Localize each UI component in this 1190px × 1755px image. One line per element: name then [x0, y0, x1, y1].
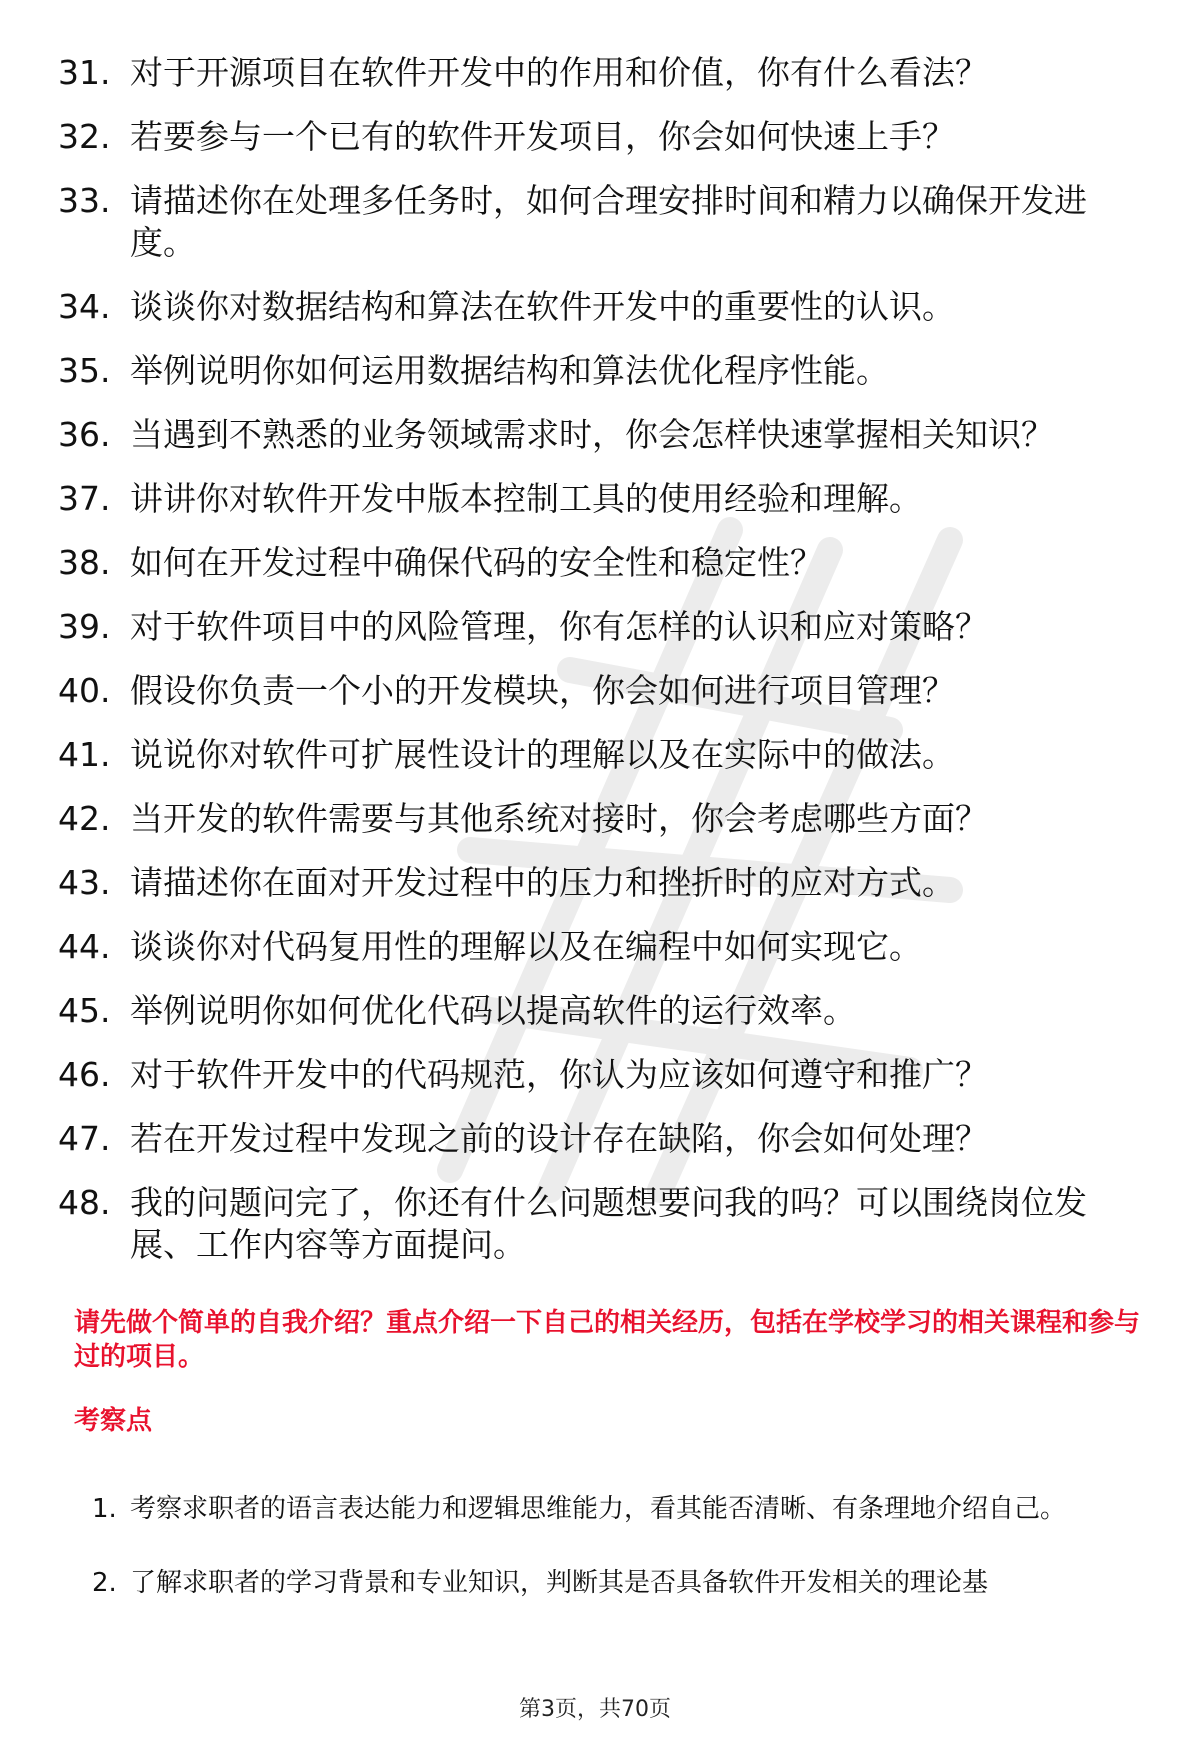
list-item — [58, 1054, 1158, 1096]
list-item — [92, 1556, 1162, 1610]
question-text: 请描述你在处理多任务时，如何合理安排时间和精力以确保开发进度。 — [130, 181, 1087, 262]
list-item — [58, 286, 1158, 328]
question-number: 36. — [58, 415, 111, 454]
list-item — [58, 926, 1158, 968]
question-text: 谈谈你对代码复用性的理解以及在编程中如何实现它。 — [130, 927, 922, 966]
question-text: 我的问题问完了，你还有什么问题想要问我的吗？可以围绕岗位发展、工作内容等方面提问。 — [130, 1183, 1087, 1264]
list-item — [58, 670, 1158, 712]
question-text: 对于软件项目中的风险管理，你有怎样的认识和应对策略？ — [130, 607, 988, 646]
intro-question-heading: 请先做个简单的自我介绍？重点介绍一下自己的相关经历，包括在学校学习的相关课程和参与过的项目。 — [74, 1308, 1141, 1372]
question-text: 若要参与一个已有的软件开发项目，你会如何快速上手？ — [130, 117, 955, 156]
list-item — [92, 1482, 1162, 1536]
question-number: 34. — [58, 287, 111, 326]
point-number: 1. — [92, 1494, 117, 1524]
list-item — [58, 1118, 1158, 1160]
point-text: 考察求职者的语言表达能力和逻辑思维能力，看其能否清晰、有条理地介绍自己。 — [130, 1494, 1067, 1524]
question-text: 举例说明你如何运用数据结构和算法优化程序性能。 — [130, 351, 889, 390]
list-item — [58, 116, 1158, 158]
question-number: 32. — [58, 117, 111, 156]
list-item — [58, 990, 1158, 1032]
question-number: 43. — [58, 863, 111, 902]
question-number: 48. — [58, 1183, 111, 1222]
question-text: 如何在开发过程中确保代码的安全性和稳定性？ — [130, 543, 823, 582]
point-text: 了解求职者的学习背景和专业知识，判断其是否具备软件开发相关的理论基 — [130, 1568, 989, 1598]
question-text: 说说你对软件可扩展性设计的理解以及在实际中的做法。 — [130, 735, 955, 774]
point-number: 2. — [92, 1568, 117, 1598]
list-item — [58, 1182, 1158, 1266]
question-text: 假设你负责一个小的开发模块，你会如何进行项目管理？ — [130, 671, 955, 710]
question-text: 对于开源项目在软件开发中的作用和价值，你有什么看法？ — [130, 53, 988, 92]
question-number: 38. — [58, 543, 111, 582]
question-text: 对于软件开发中的代码规范，你认为应该如何遵守和推广？ — [130, 1055, 988, 1094]
question-text: 当开发的软件需要与其他系统对接时，你会考虑哪些方面？ — [130, 799, 988, 838]
question-number: 40. — [58, 671, 111, 710]
list-item — [58, 478, 1158, 520]
question-number: 45. — [58, 991, 111, 1030]
section-title: 考察点 — [74, 1406, 153, 1436]
question-text: 讲讲你对软件开发中版本控制工具的使用经验和理解。 — [130, 479, 922, 518]
question-number: 47. — [58, 1119, 111, 1158]
question-number: 35. — [58, 351, 111, 390]
question-text: 当遇到不熟悉的业务领域需求时，你会怎样快速掌握相关知识？ — [130, 415, 1054, 454]
question-number: 33. — [58, 181, 111, 220]
question-number: 31. — [58, 53, 111, 92]
question-number: 44. — [58, 927, 111, 966]
question-text: 请描述你在面对开发过程中的压力和挫折时的应对方式。 — [130, 863, 955, 902]
list-item — [58, 52, 1158, 94]
page-number-footer: 第3页，共70页 — [519, 1697, 671, 1722]
list-item — [58, 350, 1158, 392]
question-number: 42. — [58, 799, 111, 838]
question-number: 41. — [58, 735, 111, 774]
question-number: 39. — [58, 607, 111, 646]
question-text: 举例说明你如何优化代码以提高软件的运行效率。 — [130, 991, 856, 1030]
question-number: 37. — [58, 479, 111, 518]
list-item — [58, 734, 1158, 776]
list-item — [58, 414, 1158, 456]
question-list — [58, 52, 1158, 1288]
list-item — [58, 180, 1158, 264]
question-number: 46. — [58, 1055, 111, 1094]
question-text: 若在开发过程中发现之前的设计存在缺陷，你会如何处理？ — [130, 1119, 988, 1158]
question-text: 谈谈你对数据结构和算法在软件开发中的重要性的认识。 — [130, 287, 955, 326]
list-item — [58, 542, 1158, 584]
assessment-points-list — [92, 1482, 1162, 1630]
list-item — [58, 606, 1158, 648]
list-item — [58, 862, 1158, 904]
list-item — [58, 798, 1158, 840]
